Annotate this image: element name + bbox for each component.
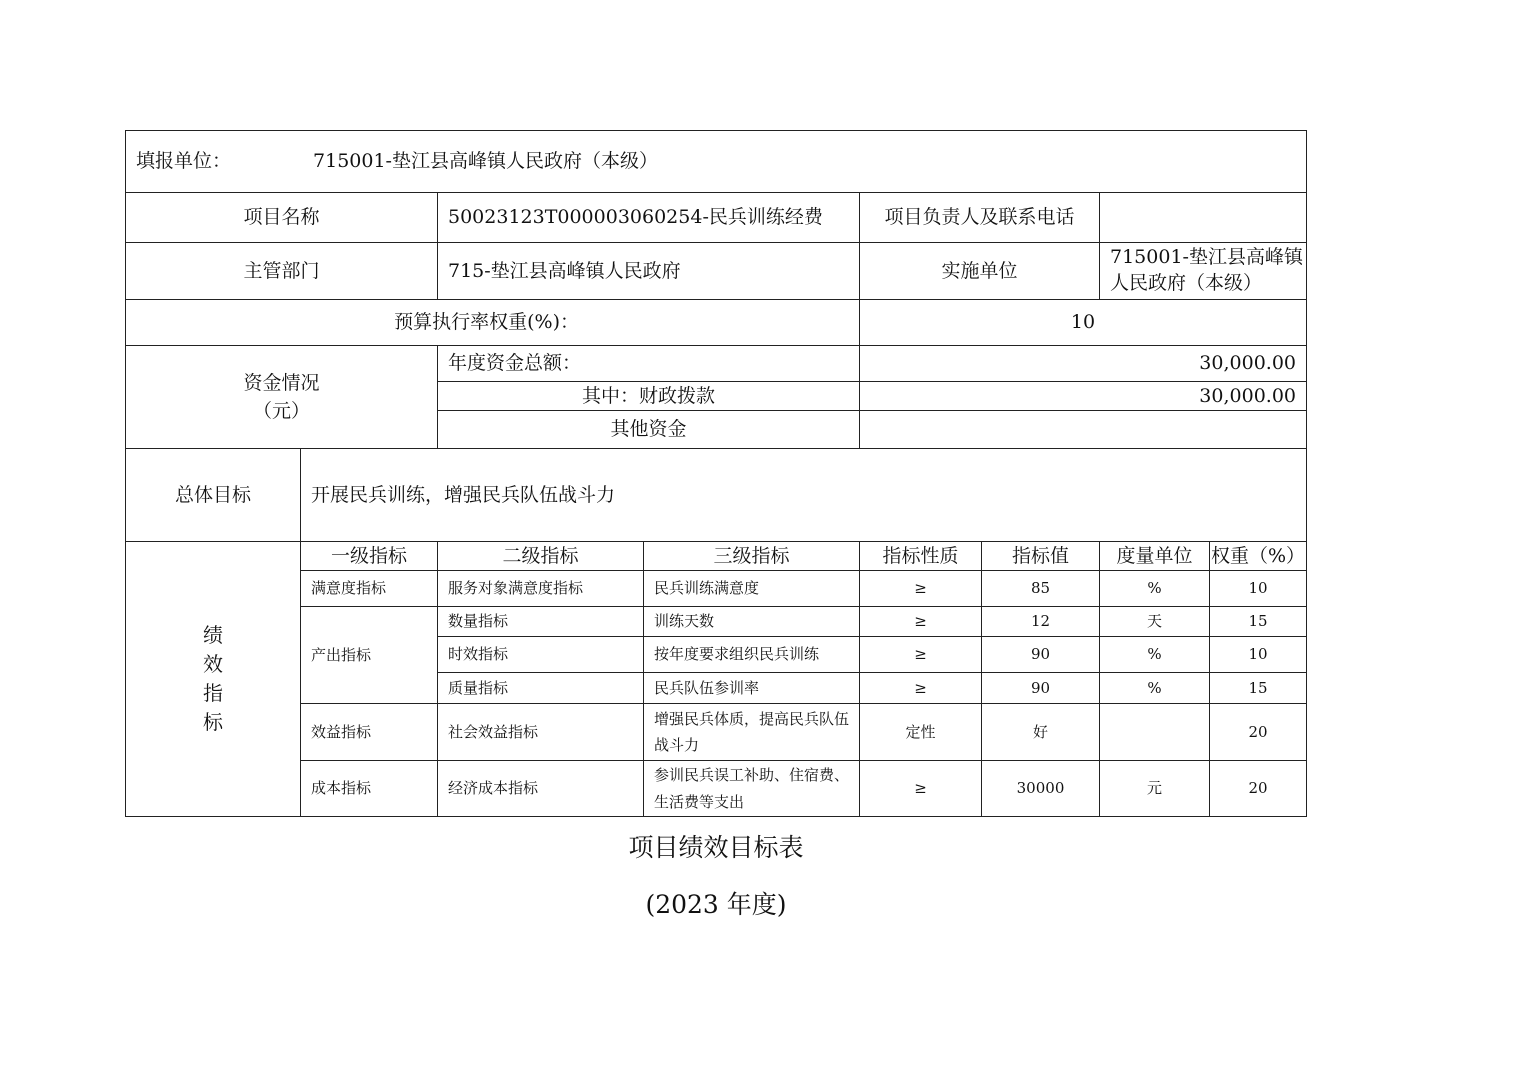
level1-cost: 成本指标 [300,760,438,817]
table-row-1-nature: ≥ [859,606,982,637]
project-name-label: 项目名称 [125,192,438,243]
table-row-5-weight: 20 [1209,760,1307,817]
table-row-2-unit: % [1099,636,1210,673]
table-row-1-level3: 训练天数 [643,606,860,637]
overall-goal-value: 开展民兵训练，增强民兵队伍战斗力 [300,448,1307,542]
perf-label-char-2: 效 [203,652,223,676]
table-row-2-nature: ≥ [859,636,982,673]
table-row-2-level3: 按年度要求组织民兵训练 [643,636,860,673]
table-row-3-unit: % [1099,672,1210,704]
table-row-5-unit: 元 [1099,760,1210,817]
project-contact-value [1099,192,1307,243]
level1-benefit: 效益指标 [300,703,438,761]
other-funds-label: 其他资金 [437,410,860,449]
fill-unit-value: 715001-垫江县高峰镇人民政府（本级） [313,150,658,173]
table-row-3-level2: 质量指标 [437,672,644,704]
table-row-1-unit: 天 [1099,606,1210,637]
table-row-1-weight: 15 [1209,606,1307,637]
table-row-4-level3: 增强民兵体质，提高民兵队伍战斗力 [643,703,860,761]
other-funds-value [859,410,1307,449]
document-year: (2023 年度) [645,890,787,919]
table-row-4-nature: 定性 [859,703,982,761]
table-row-4-value: 好 [981,703,1100,761]
header-nature: 指标性质 [859,541,982,571]
table-row-5-level2: 经济成本指标 [437,760,644,817]
table-row-1-value: 12 [981,606,1100,637]
level1-satisfaction: 满意度指标 [300,570,438,607]
funds-label [125,345,438,449]
budget-weight-value: 10 [859,299,1307,346]
header-level1: 一级指标 [300,541,438,571]
table-row-0-level2: 服务对象满意度指标 [437,570,644,607]
impl-unit-label: 实施单位 [859,242,1100,300]
perf-label-char-3: 指 [203,681,223,705]
table-row-0-level3: 民兵训练满意度 [643,570,860,607]
annual-total-label: 年度资金总额： [437,345,860,382]
budget-weight-label-text: 预算执行率权重(%)： [394,311,579,334]
project-name-value: 50023123T000003060254-民兵训练经费 [437,192,860,243]
perf-label-char-1: 绩 [203,623,223,647]
funds-label-line1: 资金情况 [243,371,320,394]
perf-label-char-4: 标 [203,710,223,734]
table-row-3-nature: ≥ [859,672,982,704]
fiscal-label: 其中：财政拨款 [437,381,860,411]
fiscal-value: 30,000.00 [859,381,1307,411]
header-level3: 三级指标 [643,541,860,571]
table-row-5-nature: ≥ [859,760,982,817]
perf-indicators-label [125,541,301,817]
document-title: 项目绩效目标表 [628,833,804,862]
fill-unit-label: 填报单位： [136,150,232,173]
table-row-0-nature: ≥ [859,570,982,607]
table-row-4-level2: 社会效益指标 [437,703,644,761]
budget-weight-label [125,299,860,346]
table-row-4-weight: 20 [1209,703,1307,761]
level1-output: 产出指标 [300,606,438,704]
dept-label: 主管部门 [125,242,438,300]
table-row-5-value: 30000 [981,760,1100,817]
impl-unit-value: 715001-垫江县高峰镇人民政府（本级） [1099,242,1307,300]
table-row-2-level2: 时效指标 [437,636,644,673]
funds-label-line2: （元） [252,400,310,422]
table-row-3-level3: 民兵队伍参训率 [643,672,860,704]
header-value: 指标值 [981,541,1100,571]
table-row-3-value: 90 [981,672,1100,704]
table-row-0-unit: % [1099,570,1210,607]
header-unit: 度量单位 [1099,541,1210,571]
fill-unit-row [125,130,1307,193]
table-row-5-level3: 参训民兵误工补助、住宿费、生活费等支出 [643,760,860,817]
header-weight: 权重（%） [1209,541,1307,571]
header-level2: 二级指标 [437,541,644,571]
table-row-1-level2: 数量指标 [437,606,644,637]
overall-goal-label: 总体目标 [125,448,301,542]
table-row-4-unit [1099,703,1210,761]
table-row-0-value: 85 [981,570,1100,607]
table-row-2-value: 90 [981,636,1100,673]
table-row-0-weight: 10 [1209,570,1307,607]
table-row-2-weight: 10 [1209,636,1307,673]
table-row-3-weight: 15 [1209,672,1307,704]
dept-value: 715-垫江县高峰镇人民政府 [437,242,860,300]
project-contact-label: 项目负责人及联系电话 [859,192,1100,243]
annual-total-value: 30,000.00 [859,345,1307,382]
